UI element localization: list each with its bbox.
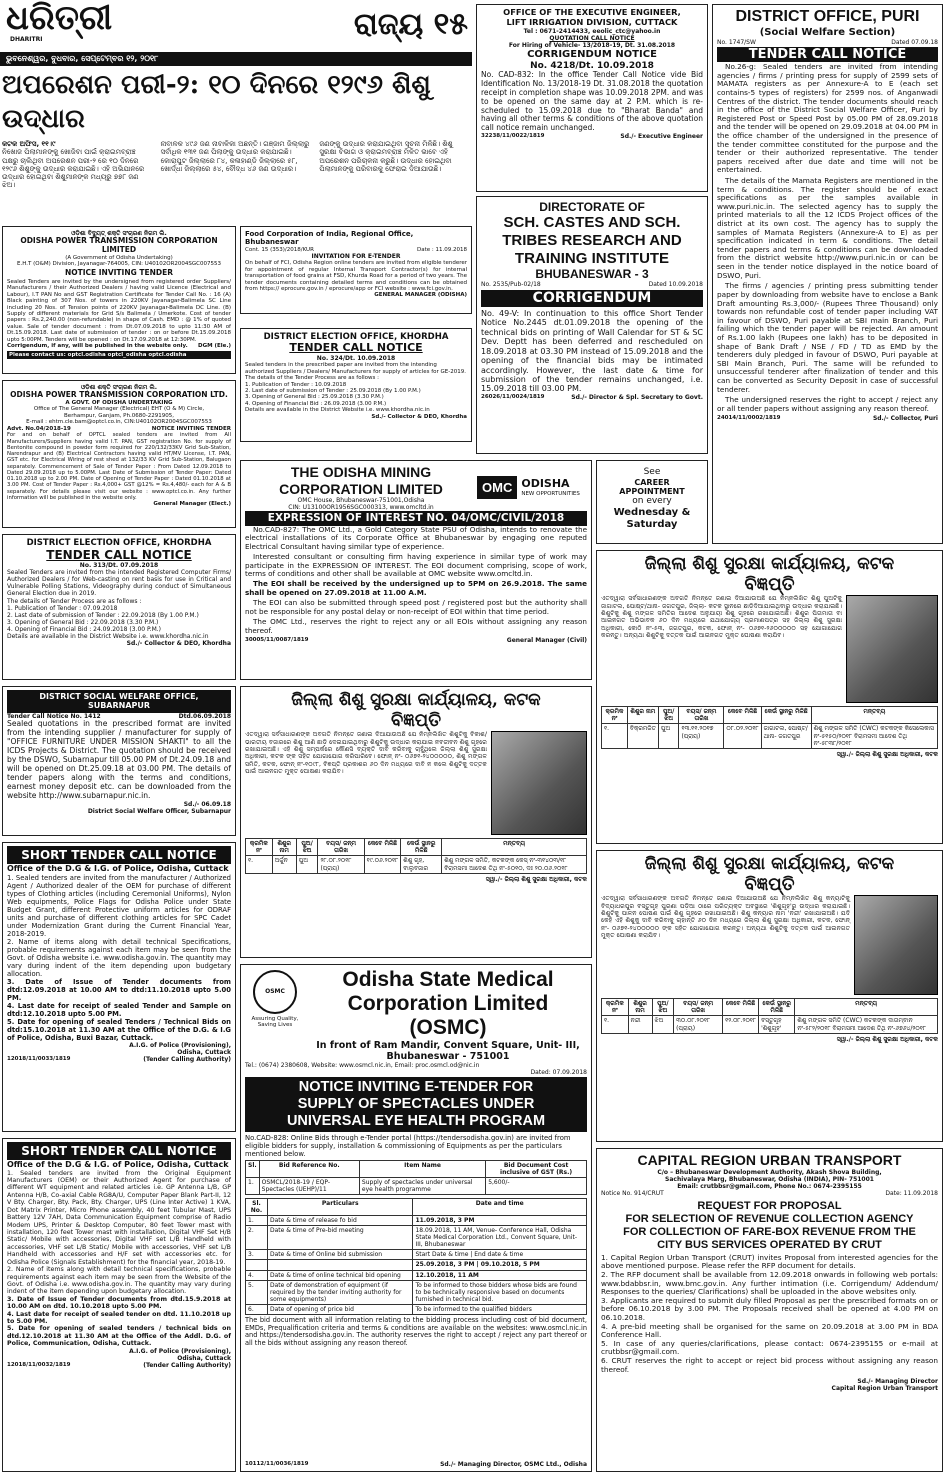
crut-r4: CITY BUS SERVICES OPERATED BY CRUT: [657, 1238, 882, 1251]
optcl2-org-odia: ଓଡ଼ିଶା ଶକ୍ତି ସଂଚାରଣ ନିଗମ ଲି.: [81, 384, 157, 391]
deo2-item: 3. Opening of General Bid : 25.09.2018 (3.30 P.M.): [245, 394, 384, 401]
dswo-no: Tender Call Notice No. 1412: [7, 712, 101, 720]
table-row: [246, 1304, 587, 1314]
osmc-tel: Tel.: (0674) 2380608, Website: www.osmcl.nic.in, Email: proc.osmcl.od@nic.in: [245, 1062, 480, 1070]
table-row: [246, 1226, 587, 1250]
osmc-schedule-table: [245, 1198, 587, 1315]
crut-s2: Capital Region Urban Transport: [831, 1385, 938, 1393]
fci-cont: Cont. 15 (353)/2018/KUR: [245, 246, 314, 253]
puri-ref: 24014/11/0002/1819: [717, 415, 781, 422]
child3-td: ୩୦.୦୮.୨୦୧୮ (ପ୍ରାୟ): [674, 1016, 723, 1033]
irr-title2: LIFT IRRIGATION DIVISION, CUTTACK: [506, 16, 678, 27]
optcl1-org-odia: ଓଡ଼ିଶା ବିଦ୍ୟୁତ୍ ଶକ୍ତି ସଂଚାରଣ ନିଗମ ଲି.: [71, 230, 167, 237]
child3-td: ୧.: [602, 1016, 629, 1033]
dswo-signer: District Social Welfare Officer, Subarnapur: [87, 807, 231, 815]
child2-body: ଏତଦ୍ୱାରା ସର୍ବସାଧାରଣଙ୍କ ଅବଗତି ନିମନ୍ତେ ଜଣାଇ ଦିଆଯାଉଅଛି ଯେ ନିମ୍ନଲିଖିତ ଶିଶୁ ପୁଅଟିକୁ ଜାଗାଟଲ, ପୋଷ୍ଟ/ଥାନା- ଜଗତପୁର, ଜିଲ୍ଲା- କଟକ ସ୍ଥାନରେ ଛାଡ଼ିଦିଆଯାଇଥିବାରୁ ଉଦ୍ଧାର କରାଯାଇଛି। ଶିଶୁଟିକୁ ଶିଶୁ ମଙ୍ଗଳ ସମିତିର ଆଦେଶ ଅନୁଯାୟୀ ଶିଶୁ ଗୃହରେ ରଖାଯାଇଅଛି। ଶିଶୁର ପିତାମାତା ବା ଆଇନଗତ ଅଭିଭାବକ ୬୦ ଦିନ ମଧ୍ୟରେ ଯଥାଯୋଗ୍ୟ ପ୍ରମାଣପତ୍ର ସହ ଜିଲ୍ଲା ଶିଶୁ ସୁରକ୍ଷା ଅଧିକାରୀ, କୋଠି ନଂ-୫୩, ଜଗତପୁର, କଟକ, ଫୋନ୍ ନଂ- ୦୬୭୧-୨୬୦୦୦୦୦ ସହ ଯୋଗାଯୋଗ କରନ୍ତୁ। ଅନ୍ୟଥା ଶିଶୁଟିକୁ ଦତ୍ତକ ପାଇଁ ଆଇନଗତ ମୁକ୍ତ ଘୋଷଣା କରାଯିବ।: [601, 595, 842, 639]
optcl2-addr3: E-mail : ehtm.cle.bam@optcl.co.in, CIN:U40102OR2004SGC007553: [26, 419, 212, 426]
puri-t1: DISTRICT OFFICE, PURI: [735, 8, 920, 25]
career-l3: on every: [632, 496, 672, 507]
osmc-tagline: Assuring Quality, Saving Lives: [251, 1016, 299, 1029]
puri-p4: The undersigned reserves the right to accept / reject any or all tender papers without assigning any reason thereof.: [717, 395, 938, 413]
table-row: [246, 1216, 587, 1226]
child2-t2: ବିଜ୍ଞପ୍ତି: [744, 574, 795, 596]
headline-col1: ନିଖୋଜ ପିଲାମାନଙ୍କୁ ଖୋଜିବା ପାଇଁ କ୍ରାଇମବ୍ରାଞ୍ଚ ପକ୍ଷରୁ ଚାଲିଥିବା ଅପରେଶନ ପରୀ-୨ ରେ ୧୦ ଦିନରେ ୧୨୯୬ ଶିଶୁଙ୍କୁ ଉଦ୍ଧାର କରାଯାଇଛି। ଏହି ଅଭିଯାନରେ ଉଦ୍ଧାର ହୋଇଥିବା ଶିଶୁମାନଙ୍କ ମଧ୍ୟରୁ ୭୭୮ ଜଣ ଝିଅ।: [2, 148, 145, 190]
osmc-td: 2.: [246, 1226, 268, 1250]
table-row: [602, 724, 938, 748]
crut-a2: Sachivalaya Marg, Bhubaneswar, Odisha (INDIA), PIN- 751001: [665, 1175, 874, 1183]
masthead-logo: [0, 0, 235, 52]
optcl1-title: NOTICE INVITING TENDER: [64, 267, 174, 277]
child1-td: ଅର୍ଜୁନ: [272, 856, 296, 873]
osmc-td: [246, 1260, 268, 1270]
child3-td: ଝିଅ: [652, 1016, 674, 1033]
dswo-title: DISTRICT SOCIAL WELFARE OFFICE, SUBARNAPUR: [7, 690, 231, 713]
deo1-item: 3. Opening of General Bid : 22.09.2018 (3.30 P.M.): [7, 618, 159, 626]
deo2-title2: TENDER CALL NOTICE: [289, 341, 423, 355]
irr-signer: Sd./- Executive Engineer: [620, 133, 703, 141]
police2-item: 1. Sealed tenders are invited from the Original Equipment Manufacturers (OEM) or their Authorized Agent for purchase of different WT equipment and related articles i.e. GP Antenna L/B, GP Antenna H/B, Co-axial Cable RG8A/U, Computer Paper Blank Part-II, 12 V Bty. Charger, Bty. Pack, Bty. Charger, UPS (Line Inter Active) 1 KVA, Dot Matrix Printer, Micro Phone assembly, 40 feet Tubular Mast, UPS Battery 12V 7AH, Data Communication Equipment comprise of Radio Modem UPS, Printer & Desktop Computer, 80 feet Tower mast with installation, 120 feet Tower mast with installation, Digital VHF Set H/B Static/ Mobile with accessories, Digital VHF set L/B Handheld with accessories, VHF set L/B Static/ Mobile with accessories, VHF set L/B Handheld with accessories and H/F set with accessories etc. for Odisha Police (Signals Establishment) for the financial year, 2018-19.: [7, 1169, 231, 1266]
deo1-item: 4. Opening of Financial Bid : 24.09.2018 (3.00 P.M.): [7, 625, 162, 633]
deo-khordha-tender-1: [2, 534, 236, 680]
omc-p5: The OMC Ltd., reserves the right to reject any or all EOIs without assigning any reason thereof.: [245, 617, 587, 635]
puri-p1: No.26-g: Sealed tenders are invited from intending agencies / firms / printing press for supply of 2599 sets of MAMATA registers as per Annexure-A to E (each set contains-5 types of registers) for 2599 nos. of Anganwadi Centres of the district. The tender documents should reach in the office of the District Social Welfare Officer, Puri by Registered Post or Speed Post by 05.00 PM of 28.09.2018 and the tender will be opened on 29.09.2018 at 04.00 PM in the office chamber of the undersigned in the presence of the tender committee constituted for the purpose and the tender or their authorized representative. The tender papers received after due date and time will not be entertained.: [717, 62, 938, 175]
police2-ref: 12018/11/0032/1819: [7, 1361, 71, 1368]
fci-tender: [240, 226, 472, 314]
osmc-b1: NOTICE INVITING E-TENDER FOR: [298, 1078, 534, 1095]
osmc-th: Sl. No.: [246, 1198, 268, 1215]
headline-title: ଅପରେଶନ ପରୀ-୨: ୧୦ ଦିନରେ ୧୨୯୬ ଶିଶୁ ଉଦ୍ଧାର: [2, 70, 431, 134]
crut-r2: FOR SELECTION OF REVENUE COLLECTION AGENCY: [625, 1212, 914, 1225]
puri-t2: (Social Welfare Section): [759, 26, 896, 38]
odisha-logo-sub: NEW OPPORTUNITIES: [521, 490, 580, 497]
police-tender-2: [2, 1138, 236, 1472]
child1-body: ଏତଦ୍ୱାରା ସର୍ବସାଧାରଣଙ୍କ ଅବଗତି ନିମନ୍ତେ ଜଣାଇ ଦିଆଯାଉଅଛି ଯେ ନିମ୍ନଲିଖିତ ଶିଶୁଟିକୁ ବିକାଶ/ଭାରତୀୟ ବଜାରରେ ଶିଶୁ ଆଣି ଛାଡ଼ି ଦେଇଯାଇଥିବାରୁ ଶିଶୁଟିକୁ ଉଦ୍ଧାର କରାଯାଇ ନବଜୀବନ ଶିଶୁ ଗୃହରେ ରଖାଯାଇଅଛି। ଏହି ଶିଶୁ ସମ୍ପର୍କରେ କୌଣସି ବ୍ୟକ୍ତି ଦାବି କରିବାକୁ ଚାହୁଁଥିଲେ ଜିଲ୍ଲା ଶିଶୁ ସୁରକ୍ଷା ଅଧିକାରୀ, କଟକ ଙ୍କ ସହିତ ଯୋଗାଯୋଗ କରିପାରିବେ। ଫୋନ୍ ନଂ- ୦୬୭୧-୨୪୦୦୦୦୦, ଶିଶୁ ମଙ୍ଗଳ ସମିତି, କଟକ, ଫୋନ୍ ନଂ-୧୦୯୮, ବିଜ୍ଞପ୍ତି ପ୍ରକାଶର ୬୦ ଦିନ ମଧ୍ୟରେ ଦାବି ନ କଲେ ଶିଶୁଟିକୁ ଦତ୍ତକ ପାଇଁ ଆଇନଗତ ମୁକ୍ତ ଘୋଷଣା କରାଯିବ।: [245, 731, 487, 775]
deo2-footer: Details are available in the District Website i.e. www.khordha.nic.in: [245, 407, 430, 414]
crut-no: Notice No. 914/CRUT: [601, 1189, 664, 1197]
child2-th: କେବେ ମିଳିଛି: [724, 707, 761, 724]
omc-cin: CIN: U13100OR1956SGC000313, www.omcltd.in: [288, 504, 434, 512]
police1-item: 4. Last date for receipt of sealed Tender and Sample on dtd:12.10.2018 upto 5.00 PM.: [7, 1001, 231, 1018]
osmc-td: Date & time of online technical bid opening: [268, 1270, 413, 1280]
scst-ref: 26026/11/0024/1819: [481, 393, 545, 400]
scst-no: No. 2535/Pub-02/18: [481, 281, 541, 289]
osmc-th: Particulars: [268, 1198, 413, 1215]
scst-t2: SCH. CASTES AND SCH.: [503, 214, 681, 232]
osmc-b3: UNIVERSAL EYE HEALTH PROGRAM: [286, 1112, 546, 1129]
child2-th: କେଉଁ ସ୍ଥାନରୁ ମିଳିଛି: [761, 707, 811, 724]
omc-p4: The EOI can also be submitted through speed post / registered post but the authority shall not be responsible for any postal delay or non-receipt of EOI within that time period.: [245, 598, 587, 616]
scst-corr: CORRIGENDUM: [481, 290, 703, 307]
child3-t1: ଜିଲ୍ଲା ଶିଶୁ ସୁରକ୍ଷା କାର୍ଯ୍ୟାଳୟ, କଟକ: [644, 854, 895, 874]
optcl1-signer: DGM (Ele.): [198, 343, 231, 350]
crut-s1: Sd./- Managing Director: [857, 1378, 938, 1386]
child3-body: ଏତଦ୍ୱାରା ସର୍ବସାଧାରଣଙ୍କ ଅବଗତି ନିମନ୍ତେ ଜଣାଇ ଦିଆଯାଉଅଛି ଯେ ନିମ୍ନଲିଖିତ ଶିଶୁ କନ୍ୟାଟିକୁ ବିଦ୍ୟାଧରପୁର ବସ୍ତୁଗୃହ ପୁରଣା ପଡ଼ିଆ ଠାରେ ପରିତ୍ୟକ୍ତ ଅବସ୍ଥାରେ 'ଶିଶୁଗୃହ'ରୁ ଉଦ୍ଧାର କରାଯାଇଛି। ଶିଶୁଟିକୁ ପାଳନ ପୋଷଣ ପାଇଁ ଶିଶୁ ଗୃହରେ ରଖାଯାଇଅଛି। ଶିଶୁ କନ୍ୟାର ନାମ 'ନନ୍ଦୀ' ରଖାଯାଇଅଛି। ଯଦି କେହି ଏହି ଶିଶୁକୁ ଦାବି କରିବାକୁ ଚାହାନ୍ତି ୬୦ ଦିନ ମଧ୍ୟରେ ଜିଲ୍ଲା ଶିଶୁ ସୁରକ୍ଷା ଅଧିକାରୀ, କଟକ, ଫୋନ୍ ନଂ- ୦୬୭୧-୨୪୦୦୦୦୦ ଙ୍କ ସହିତ ଯୋଗାଯୋଗ କରନ୍ତୁ। ଅନ୍ୟଥା ଶିଶୁଟିକୁ ଦତ୍ତକ ପାଇଁ ଆଇନଗତ ମୁକ୍ତ ଘୋଷଣା କରାଯିବ।: [601, 895, 850, 939]
deo2-body: Sealed tenders in the prescribed paper are invited from the intending authorized Suppliers / Dealers/ Manufacturers for supply of articles for GE-2019.: [245, 362, 466, 375]
police2-office: Office of the D.G & I.G. of Police, Odisha, Cuttack: [7, 1160, 229, 1170]
omc-t2: CORPORATION LIMITED: [279, 480, 443, 497]
osmc-t1: Odisha State Medical: [342, 968, 554, 991]
osmc-td: Supply of spectacles under universal eye health programme: [359, 1177, 485, 1194]
police-tender-1: [2, 842, 236, 1132]
police2-s3: (Tender Calling Authority): [143, 1361, 231, 1369]
police2-item: 2. Name of items along with detail technical specifications, probable requirements against each item may be seen from the Website of the Govt. of Odisha i.e. www.odisha.gov.in. The quantity may vary during indent of the item depending upon budgetary allocation.: [7, 1266, 231, 1296]
dswo-date2: Sd./- 06.09.18: [183, 800, 231, 808]
optcl2-addr2: Berhampur, Ganjam, Ph.0680-2291905,: [64, 412, 174, 419]
child2-td: ପୁଅ: [658, 724, 679, 748]
irr-hire: For Hiring of Vehicle- 13/2018-19, Dt. 31.08.2018: [508, 41, 676, 49]
fci-date: Date : 11.09.2018: [417, 246, 467, 253]
omc-p2: Interested consultant or consulting firm having experience in similar type of work may participate in the EXPRESSION OF INTEREST. The EOI document comprising, scope of work, terms of conditions and other shall be available at OMC website www.omcltd.in.: [245, 552, 587, 578]
lift-irrigation-notice: [476, 4, 708, 192]
crut-r3: FOR COLLECTION OF FARE-BOX REVENUE FROM THE: [623, 1225, 916, 1238]
osmc-th: Bid Document Cost inclusive of GST (Rs.): [486, 1160, 587, 1177]
optcl1-org: ODISHA POWER TRANSMISSION CORPORATION LIMITED: [20, 236, 218, 254]
osmc-td: 3.: [246, 1250, 268, 1260]
table-row: [246, 1270, 587, 1280]
omc-addr: OMC House, Bhubaneswar-751001,Odisha: [297, 497, 425, 505]
omc-ref: 30005/11/0087/1819: [245, 637, 309, 644]
child2-th: ପୁଅ/ ଝିଅ: [658, 707, 679, 724]
child3-th: କେବେ ମିଳିଛି: [723, 999, 759, 1016]
career-l4: Wednesday &: [613, 507, 691, 519]
child2-td: ଶିଶୁ ମଙ୍ଗଳ ସମିତି (CWC) କଟକଙ୍କ କିସେଲେକାସ ନଂ-୫୧୫୦/୨୦୧୮ ବିରାମସମୀ ଆଦେଶ ତିଥି ନଂ-୫୮୩୮/୨୦୧୮: [811, 724, 937, 748]
fci-signer: GENERAL MANAGER (ODISHA): [374, 292, 467, 299]
puri-p2: The details of the Mamata Registers are mentioned in the term & conditions. The register should be of exact specifications as per the samples available in www.puri.nic.in. The selected agency has to supply the printed materials to all the 12 ICDS Project offices of the district at its own cost. The agency has to supply the samples of Mamata Registers (Annexure-A to E) as per specification indicated in term & conditions. The detail tender papers and terms & conditions can be downloaded from the district website http://www.puri.nic.in or can be seen in the tender notice displayed in the notice board of DSWO, Puri.: [717, 176, 938, 280]
osmc-td: 5.: [246, 1280, 268, 1304]
deo2-items-label: The details of the Tender Process are as follows :: [245, 375, 379, 382]
dswo-body: Sealed quotations in the prescribed format are invited from the intending supplier / manufacturer for supply of "OFFICE FURNITURE UNDER MISSION SHAKTI" to all the ICDS Projects & District. The quotation should be received by the DSWO, Subarnapur till 05.00 PM of Dt.24.09.18 and will be opened on Dt.25.09.18 at 03.00 PM. The details of tender papers along with the terms and conditions, earnest money deposit etc. can be downloaded from the website http://www.subarnapur.nic.in.: [7, 718, 231, 800]
police1-s3: (Tender Calling Authority): [143, 1056, 231, 1064]
osmc-addr1: In front of Ram Mandir, Convent Square, Unit- III,: [316, 1040, 580, 1051]
scst-t5: BHUBANESWAR - 3: [535, 267, 649, 282]
child2-th: କ୍ରମିକ ନଂ: [602, 707, 628, 724]
child1-th: କ୍ରମିକ ନଂ: [246, 839, 273, 856]
optcl2-signer: General Manager (Elect.): [153, 501, 231, 508]
child1-th: ବୟସ/ ଜନ୍ମ ତାରିଖ: [318, 839, 364, 856]
child3-t2: ବିଜ୍ଞପ୍ତି: [744, 874, 795, 896]
deo1-signer: Sd./- Collector & DEO, Khordha: [126, 640, 231, 648]
child1-th: କେବେ ମିଳିଛି: [364, 839, 401, 856]
scst-directorate-corrigendum: [476, 196, 708, 454]
osmc-td: 5,600/-: [486, 1177, 587, 1194]
omc-p3: The EOI shall be received by the undersigned up to 5PM on 26.9.2018. The same shall be opened on 27.09.2018 at 11.00 A.M.: [245, 579, 587, 597]
puri-p3: The firms / agencies / printing press submitting tender paper by downloading from website have to enclose a Bank Draft amounting Rs.3,000/- (Rupees Three Thousand) only towards non refundable cost of tender paper including VAT in favour of DSWO, Puri payable at SBI main Branch, Puri failing which the tender paper will be rejected. An amount of Rs.1.00 lakh (Rupees one lakh) has to be deposited in shape of Bank Draft / NSE / FD / TD as EMD by the tenderers duly pledged in favour of DSWO, Puri payable at SBI Main Branch, Puri. The same will be refunded to unsuccessful tenderer after finalization of tender and this can be converted as Security Deposit in case of successful tenderer.: [717, 281, 938, 394]
police2-s2: Odisha, Cuttack: [177, 1354, 231, 1362]
police1-s2: Odisha, Cuttack: [177, 1049, 231, 1056]
omc-expression-of-interest: [240, 460, 592, 680]
table-row: [602, 1016, 938, 1033]
police2-item: 3. Date of Issue of Tender documents from dtd.15.9.2018 at 10.00 AM on dtd. 10.10.2018 upto 5.00 PM.: [7, 1295, 231, 1311]
table-row: [246, 1260, 587, 1270]
osmc-th: Item Name: [359, 1160, 485, 1177]
optcl1-addr: E.H.T (O&M) Division, Jayanagar-764005, CIN: U40102OR2004SGC007553: [17, 261, 221, 268]
irr-qcn: QUOTATION CALL NOTICE: [549, 34, 635, 42]
child3-th: କେଉଁ ସ୍ଥାନରୁ ମିଳିଛି: [759, 999, 795, 1016]
osmc-signer: Sd./- Managing Director, OSMC Ltd., Odisha: [440, 1460, 587, 1468]
scst-date: Dated 10.09.2018: [648, 281, 703, 289]
omc-logo: OMC: [477, 476, 517, 499]
omc-p1: No.CAD-827: The OMC Ltd., a Gold Category State PSU of Odisha, intends to renovate the electrical installations of its Corporate Office at Bhubaneswar by engaging one reputed Electrical Consultant having similar type of experience.: [245, 524, 587, 551]
child2-signer: ସ୍ୱା./- ଜିଲ୍ଲା ଶିଶୁ ସୁରକ୍ଷା ଅଧିକାରୀ, କଟକ: [836, 750, 938, 758]
puri-date: Dated 07.09.18: [891, 38, 938, 46]
deo2-item: 4. Opening of Financial Bid : 26.09.2018 (3.00 P.M.): [245, 400, 387, 407]
osmc-footer: The bid document with all information relating to the bidding process including cost of bid document, EMDs, Prequalification criteria and terms & conditions are available on the websites: www.osmcl.nic.in and https://tendersodisha.gov.in. The authority reserves the right to accept / reject any part thereof or all the bids without assigning any reason thereof.: [245, 1315, 587, 1348]
osmc-logo-text: OSMC: [265, 988, 285, 996]
puri-tcn: TENDER CALL NOTICE: [717, 47, 938, 62]
child1-t1: ଜିଲ୍ଲା ଶିଶୁ ସୁରକ୍ଷା କାର୍ଯ୍ୟାଳୟ, କଟକ: [291, 690, 541, 710]
deo2-title1: DISTRICT ELECTION OFFICE, KHORDHA: [263, 332, 449, 342]
crut-date: Date: 11.09.2018: [885, 1189, 938, 1197]
scst-signer: Sd./- Director & Spl. Secretary to Govt.: [571, 393, 703, 401]
deo2-no: No. 324/Dt. 10.09.2018: [316, 354, 396, 362]
crut-item: 2. The RFP document shall be available from 12.09.2018 onwards in following web portals: www.bdabbsr.in, www.bmc.gov.in. Any further intimation (i.e. Corrigendum/ Addendum/ Responses to the queries/ Clarifications) shall be uploaded in the above websites only.: [601, 1269, 938, 1297]
deo2-signer: Sd./- Collector & DEO, Khordha: [371, 413, 467, 420]
dswo-subarnapur-tender: [2, 686, 236, 836]
osmc-td: OSMCL/2018-19 / EQP-Spectacles (UEHP)/11: [259, 1177, 359, 1194]
osmc-e-tender: [240, 964, 592, 1472]
table-row: [246, 1250, 587, 1260]
child2-photo: [846, 595, 938, 703]
osmc-addr2: Bhubaneswar - 751001: [386, 1051, 510, 1063]
child1-photo: [491, 731, 587, 835]
optcl-tender-1: [2, 226, 236, 374]
child3-th: ବୟସ/ ଜନ୍ମ ତାରିଖ: [674, 999, 723, 1016]
child-protection-notice-1: [240, 686, 592, 958]
child3-td: ଶିଶୁ ମଙ୍ଗଳ ସମିତି (CWC) କଟକଙ୍କ ଦାତାମ୍ବାନ ନଂ-୫୮୨/୨୦୧୮ ବିରାମସମୀ ଆଦେଶ ତିଥି ନଂ-୬୭୬୪/୨୦୧୮: [795, 1016, 938, 1033]
osmc-td: 6.: [246, 1304, 268, 1314]
child3-td: ବସ୍ତୁଗୃହ 'ଶିଶୁଗୃହ': [759, 1016, 795, 1033]
child2-t1: ଜିଲ୍ଲା ଶିଶୁ ସୁରକ୍ଷା କାର୍ଯ୍ୟାଳୟ, କଟକ: [644, 554, 895, 574]
optcl1-body: Sealed Tenders are invited by the undersigned from registered order Suppliers/ Manufacturers / their Authorized Dealers / having valid Licence (Electrical and Labour), I.T PAN No and GST Registration Certificate for Tender Call No. : 16 (A) Black painting of 307 Nos. of towers in 220KV Jayanagar-Balimela SC Line including 20 Nos. of Tension points of 220KV Jayanagar-Balimela DC Line. (B) Supply of different materials for Grid S/s Balimela / Umerkote. Cost of tender papers : Rs.2,240.00 (non-refundable) in shape of Cash. EMD : @ 1% of quoted value. Sale of tender document : from Dt.07.09.2018 to upto 11:30 AM of Dt.15.09.2018. Last date of submission of tender : on or before Dt.15.09.2018 upto 5:00PM. Tenders will be opened : on Dt.17.09.2018 at 12:30PM.: [7, 278, 231, 343]
child1-table: [245, 838, 587, 873]
police1-ref: 12018/11/0033/1819: [7, 1056, 71, 1063]
table-row: [246, 1177, 587, 1194]
osmc-td: Date & time of release fo bid: [268, 1216, 413, 1226]
optcl1-sign: Corrigendum, if any, will be published in the website only.: [7, 343, 188, 350]
police2-item: 5. Date for opening of sealed tenders / technical bids on dtd.12.10.2018 at 11.30 AM at the Office of the Addl. D.G. of Police, Communication, Odisha, Cuttack.: [7, 1325, 231, 1348]
child1-td: ୧୯.୦୬.୨୦୧୮: [364, 856, 401, 873]
osmc-td: Date of opening of price bid: [268, 1304, 413, 1314]
osmc-bid-table: [245, 1160, 587, 1195]
child2-td: ବିକ୍ରମଜିତ: [627, 724, 658, 748]
logo-text: ଧରିତ୍ରୀ: [6, 0, 113, 38]
child1-th: ଶିଶୁର ନାମ: [272, 839, 296, 856]
irr-ref: 32238/11/0022/1819: [481, 133, 545, 140]
headline-col2: ନାବାଳକ ୪୯୬ ଜଣ ନାବାଳିକା ଅଛନ୍ତି। ଗଞ୍ଜାମ ଜିଲ୍ଲାରୁ ସର୍ବାଧିକ ୧୩୧ ଜଣ ପିଲାଙ୍କୁ ଉଦ୍ଧାର କରାଯାଇଛି। କୋରାପୁଟ ଜିଲ୍ଲାରେ ୮୪, କଳାହାଣ୍ଡି ଜିଲ୍ଲାରେ ୫୮, ଖୋର୍ଦ୍ଧା ଜିଲ୍ଲାରେ ୫୪, ବୌଦ୍ଧ ୪୬ ଜଣ ଉଦ୍ଧାର।: [160, 140, 310, 173]
omc-signer: General Manager (Civil): [506, 637, 587, 645]
child3-th: କ୍ରମିକ ନଂ: [602, 999, 629, 1016]
career-l1: See: [643, 467, 661, 477]
osmc-td: Start Date & time | End date & time: [413, 1250, 587, 1260]
police2-item: 4. Last date for receipt of sealed tender on dtd. 11.10.2018 up to 5.00 PM.: [7, 1310, 231, 1326]
osmc-ref: 10112/11/0036/1819: [245, 1460, 309, 1467]
table-row: [246, 856, 587, 873]
osmc-td: [268, 1260, 413, 1270]
scst-t1: DIRECTORATE OF: [539, 200, 645, 214]
osmc-td: 4.: [246, 1270, 268, 1280]
optcl2-sub: A GOVT. OF ODISHA UNDERTAKING: [65, 399, 173, 406]
osmc-th: Bid Reference No.: [259, 1160, 359, 1177]
deo1-items-label: The details of Tender Process are as follows :: [7, 597, 142, 605]
crut-item: 6. CRUT reserves the right to accept or reject bid process without assigning any reason thereof.: [601, 1356, 938, 1374]
child1-td: ପୁଅ: [296, 856, 318, 873]
scst-body: No. 49-V: In continuation to this office Short Tender Notice No.2445 dt.01.09.2018 the opening of the technical bids on printing of Wall Calendar for ST & SC Dev. Deptt has been deferred and rescheduled on 18.09.2018 at 03.30 PM instead of 15.09.2018 and the opening of the financial bids may be intimated accordingly. However, the last date & time for submission of the tender remains unchanged, i.e. 15.09.2018 till 03.00 PM.: [481, 308, 703, 394]
deo-khordha-tender-2: [240, 328, 472, 442]
osmc-td: Date & time of Pre-bid meeting: [268, 1226, 413, 1250]
deo1-no: No. 313/Dt. 07.09.2018: [79, 562, 159, 570]
child1-td: ଶିଶୁ ଗୃହ, ବାଲୁବଜାର: [401, 856, 442, 873]
table-row: [246, 1280, 587, 1304]
irr-corr: CORRIGENDUM NOTICE: [527, 48, 657, 60]
child-protection-notice-2: [596, 550, 943, 844]
fci-title: INVITATION FOR E-TENDER: [311, 252, 401, 260]
headline-col3: ଜଣଙ୍କୁ ଉଦ୍ଧାର କରାଯାଇଥିବା ସୂଚନା ମିଳିଛି। ଶିଶୁ ସୁରକ୍ଷା ବିଭାଗ ଓ କ୍ରାଇମବ୍ରାଞ୍ଚ ମିଳିତ ଭାବେ ଏହି ଅପରେଶନ ପରିଚାଳନା କରୁଛି। ଉଦ୍ଧାର ହୋଇଥିବା ପିଲାମାନଙ୍କୁ ପରିବାରକୁ ଫେରାଇ ଦିଆଯାଉଛି।: [319, 140, 453, 173]
headline-byline: କଟକ ଅଫିସ, ୧୧।୯: [2, 140, 56, 148]
child2-th: ବୟସ/ ଜନ୍ମ ତାରିଖ: [679, 707, 724, 724]
osmc-td: Date of demonstration of equipment (if required by the tender inviting authority for some equipments): [268, 1280, 413, 1304]
child1-th: ପୁଅ/ ଝିଅ: [296, 839, 318, 856]
deo1-item: 1. Publication of Tender : 07.09.2018: [7, 604, 118, 612]
section-label: ରାଜ୍ୟ ୧୫: [318, 0, 472, 48]
child3-th: ପୁଅ/ ଝିଅ: [652, 999, 674, 1016]
osmc-intro: No.CAD-828: Online Bids through e-Tender portal (https://tendersodisha.gov.in) are invited from eligible bidders for supply, installation & commissioning of Equipments as per the particulars mentioned below.: [245, 1133, 571, 1158]
irr-phone: Tel : 0671-2414433, eeolic_ctc@yahoo.in: [523, 27, 661, 35]
child3-th: ମନ୍ତବ୍ୟ: [795, 999, 938, 1016]
child1-t2: ବିଜ୍ଞପ୍ତି: [390, 710, 442, 732]
osmc-td: 25.09.2018, 3 PM | 09.10.2018, 5 PM: [413, 1260, 587, 1270]
child3-th: ଶିଶୁର ନାମ: [628, 999, 652, 1016]
logo-sub: DHARITRI: [10, 36, 43, 43]
child3-td: ୧୨.୦୮.୨୦୧୮: [723, 1016, 759, 1033]
child2-td: ୦୮.୦୨.୨୦୧୮: [724, 724, 761, 748]
osmc-td: 1.: [246, 1177, 260, 1194]
osmc-td: To be informed to those bidders whose bids are found to be technically responsive based on documents furnished in technical bid.: [413, 1280, 587, 1304]
optcl2-addr1: Office of The General Manager (Electrical) EHT (O & M) Circle,: [33, 406, 205, 413]
child2-td: ଜାଗାଟଲ, ପୋଷ୍ଟ/ଥାନା- ଜଗତପୁର: [761, 724, 811, 748]
osmc-td: 18.09.2018, 11 AM, Venue- Conference Hall, Odisha State Medical Corporation Ltd., Convent Square, Unit- III, Bhubaneswar: [413, 1226, 587, 1250]
child2-table: [601, 706, 938, 748]
crut-item: 1. Capital Region Urban Transport (CRUT) invites Proposal from interested agencies for the above mentioned purpose. Please refer the RFP document for details.: [601, 1252, 938, 1271]
osmc-td: Date & time of Online bid submission: [268, 1250, 413, 1260]
crut-item: 3. Applicants are required to submit duly filled Proposal as per the prescribed formats on or before 06.10.2018 by 3.00 PM. The Proposals received shall be opened at 4.00 PM on 06.10.2018.: [601, 1295, 938, 1322]
scst-t4: TRAINING INSTITUTE: [514, 249, 670, 267]
osmc-th: Date and time: [413, 1198, 587, 1215]
osmc-td: 1.: [246, 1216, 268, 1226]
career-appointment-box: [596, 460, 708, 544]
police1-title: SHORT TENDER CALL NOTICE: [7, 846, 231, 864]
omc-eoi: EXPRESSION OF INTEREST NO. 04/OMC/CIVIL/2018: [245, 511, 587, 525]
puri-signer: Sd./- Collector, Puri: [872, 415, 938, 423]
fci-body: On behalf of FCI, Odisha Region online tenders are invited from eligible tenderer for appointment of regular Internal Transport Contractor(s) for internal transportation of food grains at FSD, Khurda Road for a period of two years. The tender documents containing detailed terms and conditions can be obtained from https:// eprocure.gov.in / eprocure/app or FCI website : www.fci.gov.in.: [245, 260, 467, 292]
osmc-th: Sl.: [246, 1160, 260, 1177]
police2-s1: A.I.G. of Police (Provisioning),: [129, 1347, 231, 1355]
career-l5: Saturday: [626, 518, 678, 530]
crut-r1: REQUEST FOR PROPOSAL: [697, 1199, 842, 1212]
scst-t3: TRIBES RESEARCH AND: [502, 231, 682, 249]
osmc-b2: SUPPLY OF SPECTACLES UNDER: [297, 1095, 535, 1112]
osmc-td: To be informed to the qualified bidders: [413, 1304, 587, 1314]
child1-td: ୨୮.୦୮.୨୦୧୮ (ପ୍ରାୟ): [318, 856, 364, 873]
child1-td: ଶିଶୁ ମଙ୍ଗଳ ସମିତି, କଟକଙ୍କ କେସ୍ ନଂ-୩୧୪୦୩/୧୮ ବିରାମସମୀ ଆଦେଶ ତିଥି ନଂ-୫୦୧୦, ଦଃ ୨୦.୦୬.୨୦୧୮: [442, 856, 587, 873]
irr-body: No. CAD-832: In the office Tender Call Notice vide Bid Identification No. 13/2018-19 Dt. 31.08.2018 the quotation receipt in completion shape was 10.09.2018 2PM. and was to be opened on the same day at 2 P.M. which is re-scheduled to 15.09.2018 due to "Bharat Banda" and having all other terms & conditions of the above quotation call notice remain unchanged.: [481, 70, 703, 133]
osmc-t2: Corporation Limited (OSMC): [347, 992, 549, 1039]
police1-item: 2. Name of items along with detail technical Specifications, probable requirements against each item may be seen from the Govt. of Odisha website i.e. www.odisha.gov.in. The quantity may vary during indent of the item depending upon budgetary allocation.: [7, 937, 231, 978]
crut-item: 5. In case of any queries/clarifications, please contact: 0674-2395155 or e-mail at crutbbsr@gmail.com.: [601, 1338, 938, 1357]
puri-no: No. 1747/SW: [717, 38, 756, 46]
child1-th: କେଉଁ ସ୍ଥାନରୁ ମିଳିଛି: [401, 839, 442, 856]
crut-item: 4. A pre-bid meeting shall be organised for the same on 20.09.2018 at 3.00 PM in BDA Conference Hall.: [601, 1321, 938, 1340]
optcl1-sub: (A Government of Odisha Undertaking): [65, 254, 173, 261]
optcl2-org: ODISHA POWER TRANSMISSION CORPORATION LTD.: [10, 390, 228, 400]
child3-table: [601, 998, 938, 1033]
deo1-title2: TENDER CALL NOTICE: [46, 548, 192, 563]
child1-td: ୧.: [246, 856, 273, 873]
osmc-td: 11.09.2018, 3 PM: [413, 1216, 587, 1226]
puri-tender-call: [712, 4, 943, 544]
child2-td: ୧.: [602, 724, 628, 748]
deo1-title1: DISTRICT ELECTION OFFICE, KHORDHA: [26, 538, 212, 548]
child3-td: ନନ୍ଦୀ: [628, 1016, 652, 1033]
omc-t1: THE ODISHA MINING: [290, 464, 432, 480]
deo2-item: 1. Publication of Tender : 10.09.2018: [245, 381, 347, 388]
osmc-logo-seal: [253, 970, 297, 1014]
fci-org: Food Corporation of India, Regional Office, Bhubaneswar: [245, 230, 414, 247]
child-protection-notice-3: [596, 850, 943, 1142]
deo1-footer: Details are available in the District Website i.e. www.khordha.nic.in: [7, 632, 209, 640]
optcl2-title: NOTICE INVITING TENDER: [151, 425, 231, 432]
optcl2-body: For and on behalf of OPTCL sealed tenders are invited from All Manufacturers/Suppliers having valid I.T. PAN, GST registration No. for supply of Bentonite compound in powder form required for 220/132/33KV Grid Sub-Station, Narendrapur and (B) Electrical Contractors having valid HT/MV License, I.T. PAN, GST etc. for Electrical Wiring of rest shed at 132/33 KV Grid Sub-Station, Balugaon separately. Commencement of Sale of Tender Paper : From Dated 12.09.2018 to Dated 29.09.2018 up to 5.00PM. Last Date of Submission of Tender Paper: Dated 01.10.2018 up to 2.00 PM. Date of Opening of Tender Paper : Dated 01.10.2018 at 3.00 PM. Cost of Tender Paper : Rs.4,000+ GST @12% = Rs.4,480/- each for A & B separately. For details please visit our website : www.optcl.co.in. Any further information will be published in the website only.: [7, 432, 231, 501]
police1-item: 1. Sealed tenders are invited from the manufacturer / Authorized Agent / Authorized dealer of the OEM for purchase of different types of Clothing articles (including Ceremonial Uniforms), Nylon Web equipments, Police Flags for Odisha Police under State Budget Grant, different Protective uniform articles for ODRAF units and purchase of different clothing articles for SPC Cadet under Modernization Grant during the Current Financial Year, 2018-2019.: [7, 873, 231, 938]
child3-photo: [854, 895, 938, 995]
osmc-td: 12.10.2018, 11 AM: [413, 1270, 587, 1280]
crut-request-for-proposal: [596, 1148, 943, 1472]
crut-a1: C/o – Bhubaneswar Development Authority, Akash Shova Building,: [657, 1168, 882, 1176]
deo1-item: 2. Last date of submission of Tender : 22.09.2018 (By 1.00 P.M.): [7, 611, 199, 619]
child2-th: ଶିଶୁର ନାମ: [627, 707, 658, 724]
crut-t1: CAPITAL REGION URBAN TRANSPORT: [637, 1152, 902, 1168]
child2-th: ମନ୍ତବ୍ୟ: [811, 707, 937, 724]
osmc-date: Dated: 07.09.2018: [530, 1069, 587, 1077]
dswo-date: Dtd.06.09.2018: [178, 712, 231, 720]
irr-title1: OFFICE OF THE EXECUTIVE ENGINEER,: [503, 7, 681, 17]
child2-td: ୧୩.୧୧.୨୦୧୭ (ପ୍ରାୟ): [679, 724, 724, 748]
dateline: ଭୁବନେଶ୍ୱର, ବୁଧବାର, ସେପ୍ଟେମ୍ବର ୧୨, ୨୦୧୮: [0, 52, 472, 66]
child1-th: ମନ୍ତବ୍ୟ: [442, 839, 587, 856]
police1-office: Office of the D.G & I.G. of Police, Odisha, Cuttack: [7, 864, 229, 874]
optcl2-adv: Advt. No.04/2018-19: [7, 425, 71, 432]
odisha-logo-text: ODISHA: [521, 476, 570, 490]
irr-corrno: No. 4218/Dt. 10.09.2018: [530, 60, 654, 71]
crut-a3: Email: crutbbsr@gmail.com, Phone No.: 0674-2395155: [677, 1182, 862, 1190]
police1-s1: A.I.G. of Police (Provisioning),: [129, 1041, 231, 1049]
optcl1-footer: Please contact us: optcl.odisha optcl_odisha optcl.odisha: [7, 351, 231, 359]
police1-item: 5. Date for opening of sealed Tenders / Technical Bids on dtd:15.10.2018 at 11.30 AM at the Office of the D.G. & I.G of Police, Odisha, Buxi Bazar, Cuttack.: [7, 1017, 231, 1042]
police1-item: 3. Date of Issue of Tender documents from dtd:12.09.2018 at 10.00 AM to dtd:11.10.2018 upto 5.00 PM.: [7, 977, 231, 1002]
child3-signer: ସ୍ୱା./- ଜିଲ୍ଲା ଶିଶୁ ସୁରକ୍ଷା ଅଧିକାରୀ, କଟକ: [836, 1035, 938, 1043]
career-l2: CAREER APPOINTMENT: [619, 477, 685, 497]
headline-story: [0, 68, 472, 224]
deo1-body: Sealed Tenders are invited from the intended Registered Computer Firms/ Authorized Dealers / for Web-casting on rent basis for use in Critical and Vulnerable Polling Stations, Videography during conduct of Simultaneous General Election due in 2019.: [7, 569, 231, 598]
child1-signer: ସ୍ୱା./- ଜିଲ୍ଲା ଶିଶୁ ସୁରକ୍ଷା ଅଧିକାରୀ, କଟକ: [485, 875, 587, 883]
deo2-item: 2. Last date of submission of Tender : 25.09.2018 (By 1.00 P.M.): [245, 388, 421, 394]
police2-title: SHORT TENDER CALL NOTICE: [7, 1142, 231, 1160]
optcl-tender-2: [2, 380, 236, 528]
